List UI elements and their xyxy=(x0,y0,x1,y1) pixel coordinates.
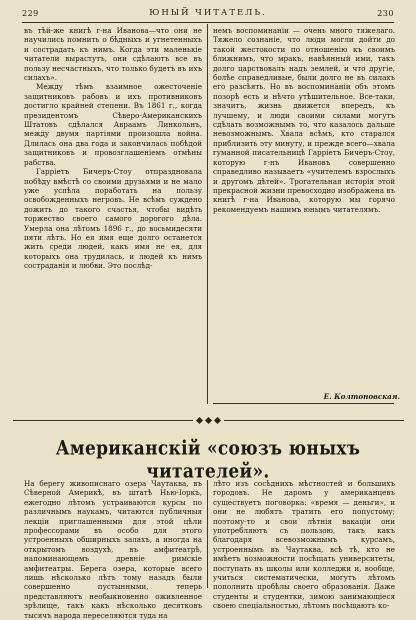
diamond-icon xyxy=(204,416,211,423)
running-header xyxy=(22,6,394,20)
page-number-left: 229 xyxy=(22,8,39,18)
paragraph: въ тѣй-же книгѣ г-на Иванова—что они не научились помнить о бѣдныхъ и угнетенныхъ и сострадать къ нимъ. Когда эти маленькіе читатели вырастутъ, они сдѣлаютъ все въ пользу несчастныхъ, что только будетъ въ ихъ силахъ». xyxy=(24,26,202,83)
page-number-right: 230 xyxy=(377,8,394,18)
ornament-line-right xyxy=(224,420,404,421)
article-headline: Американскій «союзъ юныхъ читателей». xyxy=(55,437,361,483)
paragraph: На берегу живописнаго озера Чаутаква, въ Сѣверной Америкѣ, въ штатѣ Нью-Іоркъ, ежегодно лѣтомъ устраиваются курсы по различнымъ наукамъ, читаются публичныя лекціи приглашенными для этой цѣли профессорами въ особо для этого устроенныхъ обширныхъ залахъ, а иногда на открытомъ воздухѣ, въ амфитеатрѣ, напоминающемъ древніе римскіе амфитеатры. Берега озера, которые всего лишь нѣсколько лѣтъ тому назадъ были совершенно пустынными, теперь представляютъ необыкновенно оживленное зрѣлище, такъ какъ нѣсколько десятковъ тысячъ народа переселяются туда на xyxy=(24,479,202,620)
column-divider-bottom xyxy=(207,480,208,588)
header-rule xyxy=(22,22,394,23)
journal-title: ЮНЫЙ ЧИТАТЕЛЬ. xyxy=(149,8,267,18)
article-top-left-column xyxy=(24,26,202,396)
signature-rule xyxy=(213,403,394,404)
diamond-icon xyxy=(195,416,202,423)
paragraph: Гарріетъ Бичеръ-Стоу отпраздновала побѣду вмѣстѣ со своими друзьями и не мало уже успѣла поработать на пользу освобожденныхъ негровъ. Не всѣмъ суждено дожить до такого счастья, чтобы видѣть торжество своего самого дорогого дѣла. Умерла она лѣтомъ 1896 г., до восьмидесяти пяти лѣтъ. Но ея имя еще долго останется жить среди людей, какъ имя не ея, для которыхъ она трудилась, и людей къ нимъ состраданія и любви. Это послѣд- xyxy=(24,167,202,271)
diamond-icon xyxy=(213,416,220,423)
article-top-right-column xyxy=(213,26,395,326)
paragraph: лѣто изъ сосѣднихъ мѣстностей и большихъ городовъ. Не даромъ у американцевъ существуетъ поговорка: «время — деньги», и они не любятъ тратить его попустому; поэтому-то и свои лѣтнія вакаціи они употребляютъ съ пользою, такъ какъ благодаря всевозможнымъ курсамъ, устроеннымъ въ Чаутаква, всѣ тѣ, кто не имѣетъ возможности посѣщать университеты, поступать въ школы или колледжи и, вообще, учиться систематически, могутъ лѣтомъ пополнить пробѣлы своего образованія. Даже студенты и студентки, зимою занимающіеся своею спеціальностью, лѣтомъ посѣщаютъ ко- xyxy=(213,479,395,611)
column-divider-top xyxy=(207,24,208,404)
article-bottom-right-column xyxy=(213,479,395,611)
author-signature: Е. Колтоновская. xyxy=(323,392,400,401)
article-bottom-left-column xyxy=(24,479,202,620)
ornament-line-left xyxy=(13,420,193,421)
section-ornament xyxy=(0,414,416,426)
paragraph: немъ воспоминаніи — очень много тяжелаго. Тяжело сознаніе, что люди могли дойти до такой жестокости по отношенію къ своимъ ближнимъ, что мракъ, навѣянный ими, такъ долго царствовалъ надъ землей, и что другіе, болѣе справедливые, были долго не въ силахъ его разсѣять. Но въ воспоминаніи объ этомъ позорѣ есть и нѣчто утѣшительное. Все-таки, значитъ, жизнь движется впередъ, къ лучшему, и люди своими силами могутъ сдѣлать возможнымъ то, что казалось дальше невозможнымъ. Хвала всѣмъ, кто старался приблизить эту минуту, и прежде всего—хвала гуманной писательницѣ Гарріетъ Бичеръ-Стоу, которую г-нъ Ивановъ совершенно справедливо называетъ «учителемъ взрослыхъ и другомъ дѣтей». Трогательная исторія этой прекрасной жизни превосходно изображена въ книгѣ г-на Иванова, которую мы горячо рекомендуемъ нашимъ юнымъ читателямъ. xyxy=(213,26,395,214)
paragraph: Между тѣмъ взаимное ожесточеніе защитниковъ рабовъ и ихъ противниковъ достигло крайней степени. Въ 1861 г., когда президентомъ Сѣверо-Американскихъ Штатовъ сдѣлался Авраамъ Линкольнъ, между двумя партіями произошла война. Длилась она два года и закончилась побѣдой защитниковъ и провозглашеніемъ отмѣны рабства. xyxy=(24,82,202,167)
